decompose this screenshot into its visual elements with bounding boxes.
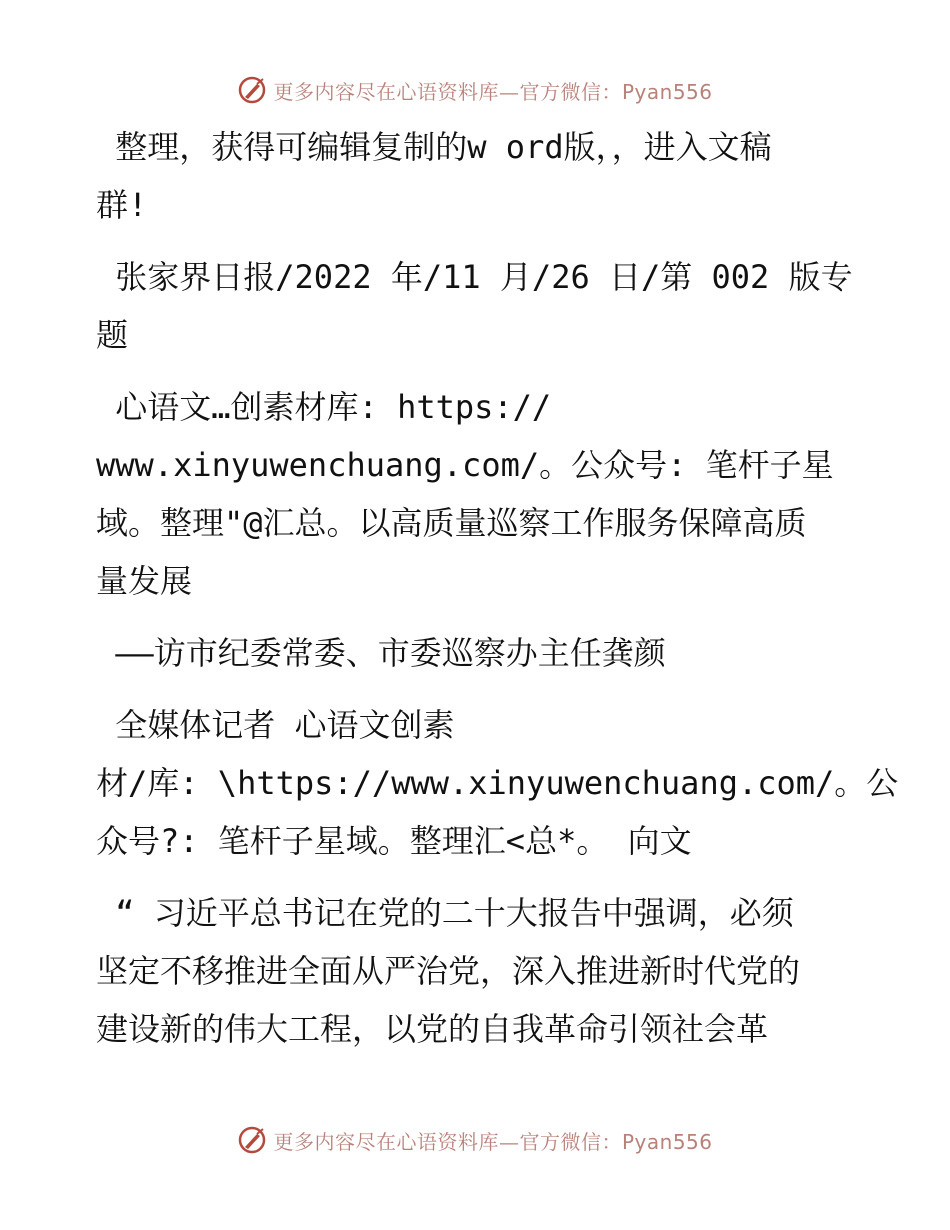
paragraph-line: www.xinyuwenchuang.com/。公众号: 笔杆子星 bbox=[96, 446, 834, 484]
watermark-wechat-label: 官方微信： bbox=[519, 79, 622, 104]
paragraph bbox=[96, 378, 856, 610]
paragraph-line: 题 bbox=[96, 316, 129, 354]
paragraph bbox=[96, 624, 856, 682]
paragraph bbox=[96, 696, 899, 870]
paragraph-line: 全媒体记者 心语文创素 bbox=[96, 706, 455, 744]
document-body bbox=[96, 118, 899, 1072]
paragraph-line: 材/库: \https://www.xinyuwenchuang.com/。公 bbox=[96, 764, 899, 802]
watermark-dash: — bbox=[498, 1129, 520, 1154]
watermark-site-text: 更多内容尽在心语资料库 bbox=[273, 79, 499, 104]
watermark-text bbox=[273, 1126, 712, 1155]
paragraph-line: 量发展 bbox=[96, 562, 193, 600]
paragraph bbox=[96, 248, 856, 364]
watermark-footer bbox=[0, 1120, 950, 1160]
quill-pen-icon bbox=[237, 75, 267, 105]
paragraph-line: 整理，获得可编辑复制的w ord版，，进入文稿 bbox=[96, 128, 772, 166]
paragraph-line: 域。整理"@汇总。以高质量巡察工作服务保障高质 bbox=[96, 504, 807, 542]
paragraph bbox=[96, 884, 856, 1058]
watermark-header bbox=[0, 70, 950, 110]
watermark-dash: — bbox=[498, 79, 520, 104]
paragraph-line: 张家界日报/2022 年/11 月/26 日/第 002 版专 bbox=[96, 258, 853, 296]
paragraph bbox=[96, 118, 856, 234]
quill-pen-icon bbox=[237, 1125, 267, 1155]
watermark-site-text: 更多内容尽在心语资料库 bbox=[273, 1129, 499, 1154]
paragraph-line: 坚定不移推进全面从严治党，深入推进新时代党的 bbox=[96, 952, 801, 990]
watermark-wechat-label: 官方微信： bbox=[519, 1129, 622, 1154]
paragraph-line: 建设新的伟大工程，以党的自我革命引领社会革 bbox=[96, 1010, 769, 1048]
paragraph-line: 群! bbox=[96, 186, 148, 224]
paragraph-line: 心语文…创素材库: https:// bbox=[96, 388, 552, 426]
paragraph-line: ——访市纪委常委、市委巡察办主任龚颜 bbox=[96, 634, 666, 672]
paragraph-line: 众号?: 笔杆子星域。整理汇<总*。 向文 bbox=[96, 822, 692, 860]
paragraph-line: “ 习近平总书记在党的二十大报告中强调，必须 bbox=[96, 894, 794, 932]
watermark-wechat-id: Pyan556 bbox=[621, 79, 713, 104]
watermark-wechat-id: Pyan556 bbox=[621, 1129, 713, 1154]
watermark-text bbox=[273, 76, 712, 105]
